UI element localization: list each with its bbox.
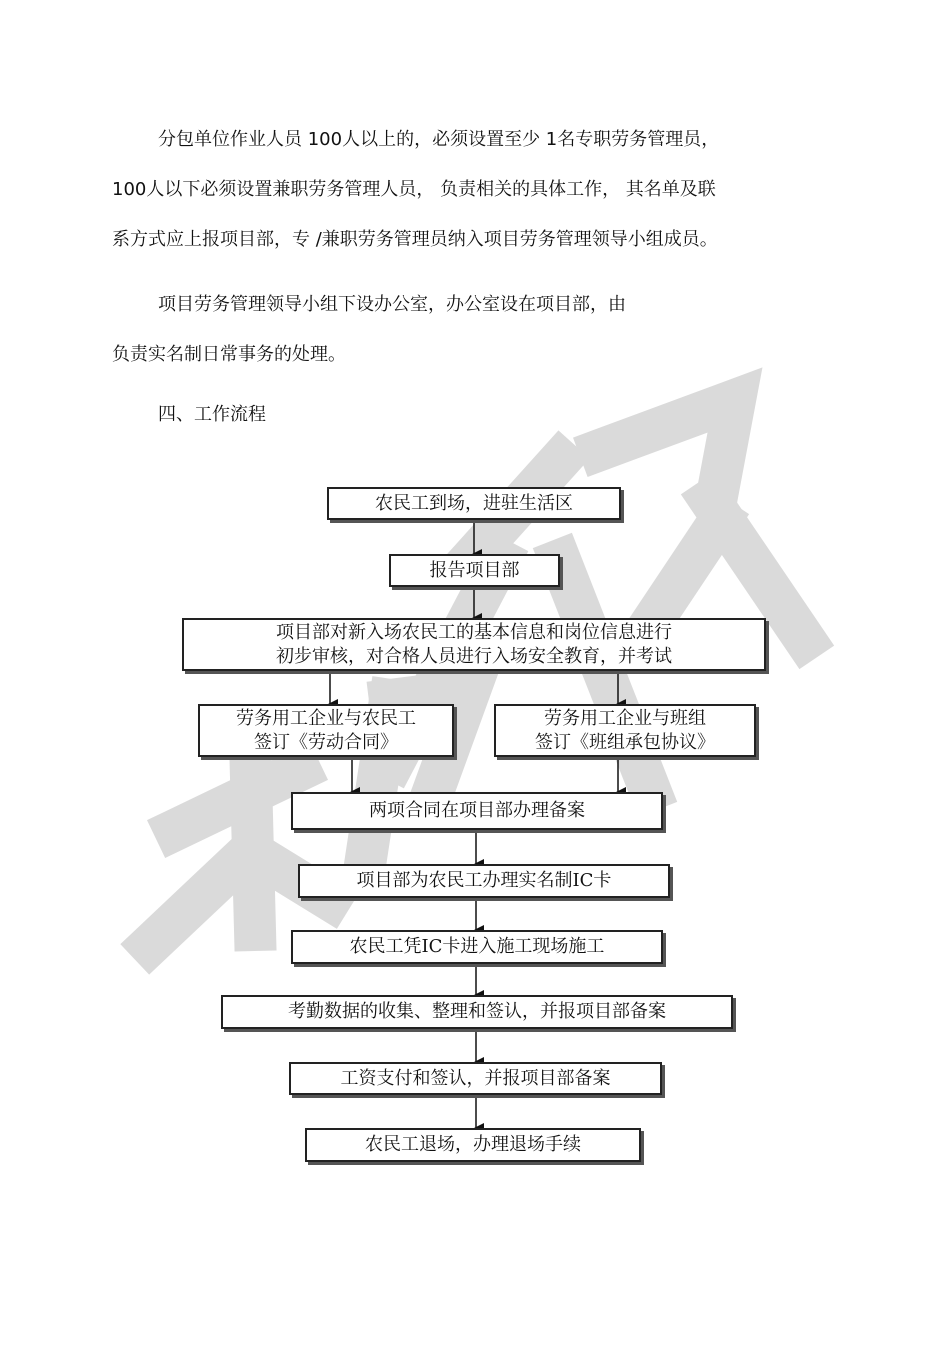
flow-step-exit <box>305 1128 641 1162</box>
flow-step-label: 报告项目部 <box>429 559 520 581</box>
flow-step-label: 签订《班组承包协议》 <box>535 731 715 753</box>
flow-step-ic-card <box>298 864 670 898</box>
paragraph-line: 负责实名制日常事务的处理。 <box>112 344 346 365</box>
flow-step-label: 初步审核，对合格人员进行入场安全教育，并考试 <box>276 645 672 667</box>
paragraph-line: 系方式应上报项目部，专 /兼职劳务管理员纳入项目劳务管理领导小组成员。 <box>112 229 718 250</box>
flow-step-arrival <box>327 487 621 520</box>
paragraph-labor-manager <box>112 115 842 265</box>
flow-step-label: 工资支付和签认，并报项目部备案 <box>340 1067 611 1089</box>
flow-step-wages <box>289 1062 662 1095</box>
flow-step-label: 劳务用工企业与农民工 <box>236 707 416 729</box>
paragraph-line: 100人以下必须设置兼职劳务管理人员， 负责相关的具体工作， 其名单及联 <box>112 179 716 200</box>
flow-step-label: 项目部对新入场农民工的基本信息和岗位信息进行 <box>276 621 672 643</box>
flow-step-label: 劳务用工企业与班组 <box>544 707 706 729</box>
flow-step-label: 农民工凭IC卡进入施工现场施工 <box>349 936 605 957</box>
paragraph-line: 分包单位作业人员 100人以上的，必须设置至少 1名专职劳务管理员， <box>158 129 720 150</box>
section-title: 四、工作流程 <box>158 404 266 425</box>
flow-step-label: 签订《劳动合同》 <box>254 731 398 753</box>
flow-step-label: 两项合同在项目部办理备案 <box>369 800 585 821</box>
flow-step-label: 项目部为农民工办理实名制IC卡 <box>356 870 612 891</box>
flow-step-team-contract <box>494 704 756 757</box>
flow-step-enter-site <box>291 930 663 964</box>
flow-step-review <box>182 618 766 671</box>
flow-step-report <box>389 554 560 587</box>
flow-step-label: 考勤数据的收集、整理和签认，并报项目部备案 <box>288 1001 666 1022</box>
flow-step-filing <box>291 792 663 830</box>
paragraph-line: 项目劳务管理领导小组下设办公室，办公室设在项目部，由 <box>158 294 626 315</box>
flow-step-attendance <box>221 995 733 1029</box>
flow-step-labor-contract <box>198 704 454 757</box>
flow-step-label: 农民工到场，进驻生活区 <box>375 492 573 514</box>
flow-step-label: 农民工退场，办理退场手续 <box>365 1134 581 1155</box>
paragraph-office <box>112 280 842 380</box>
